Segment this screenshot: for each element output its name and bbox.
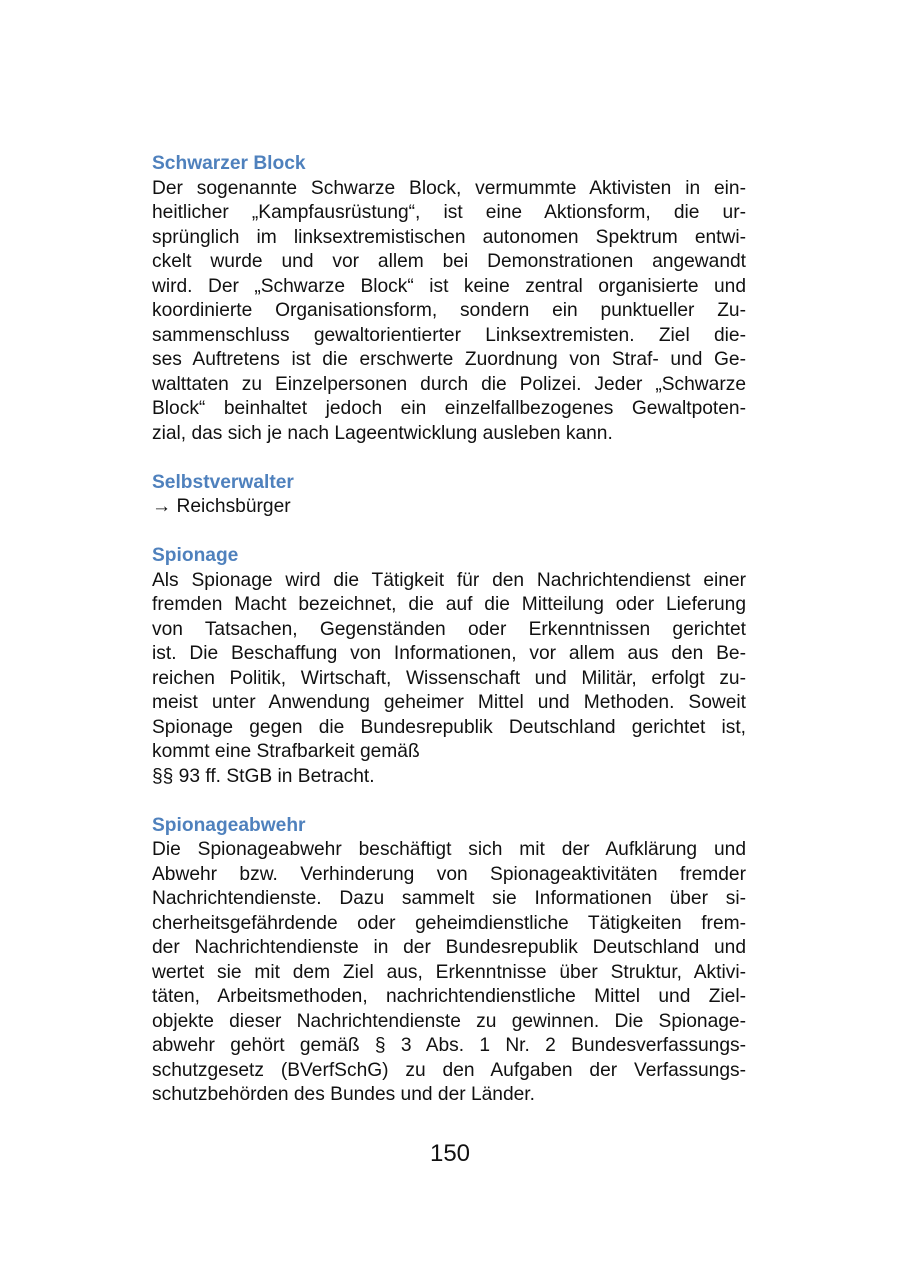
text-line: ist. Die Beschaffung von Informationen, vor allem aus den Be- bbox=[152, 643, 746, 664]
text-line: Block“ beinhaltet jedoch ein einzelfallbezogenes Gewaltpoten- bbox=[152, 398, 746, 419]
text-line: Spionage gegen die Bundesrepublik Deutschland gerichtet ist, bbox=[152, 716, 746, 738]
text-line: koordinierte Organisationsform, sondern ein punktueller Zu- bbox=[152, 300, 746, 321]
text-line: Nachrichtendienste. Dazu sammelt sie Informationen über si- bbox=[152, 888, 746, 909]
text-line: wird. Der „Schwarze Block“ ist keine zentral organisierte und bbox=[152, 275, 746, 297]
text-line: Der sogenannte Schwarze Block, vermummte Aktivisten in ein- bbox=[152, 177, 746, 199]
entry-heading: Schwarzer Block bbox=[152, 153, 306, 174]
text-line: meist unter Anwendung geheimer Mittel und Methoden. Soweit bbox=[152, 692, 746, 713]
entry-heading: Spionage bbox=[152, 545, 239, 566]
text-line: wertet sie mit dem Ziel aus, Erkenntnisse über Struktur, Aktivi- bbox=[152, 961, 746, 983]
text-line: Als Spionage wird die Tätigkeit für den Nachrichtendienst einer bbox=[152, 569, 746, 591]
text-line: sammenschluss gewaltorientierter Linksextremisten. Ziel die- bbox=[152, 324, 746, 346]
text-line: sprünglich im linksextremistischen autonomen Spektrum entwi- bbox=[152, 226, 746, 248]
text-line: cherheitsgefährdende oder geheimdienstliche Tätigkeiten frem- bbox=[152, 912, 746, 934]
text-line: von Tatsachen, Gegenständen oder Erkenntnissen gerichtet bbox=[152, 618, 746, 640]
text-line: täten, Arbeitsmethoden, nachrichtendienstliche Mittel und Ziel- bbox=[152, 986, 746, 1007]
text-line: fremden Macht bezeichnet, die auf die Mitteilung oder Lieferung bbox=[152, 594, 746, 615]
text-line: zial, das sich je nach Lageentwicklung ausleben kann. bbox=[152, 422, 613, 444]
text-line: reichen Politik, Wirtschaft, Wissenschaft und Militär, erfolgt zu- bbox=[152, 667, 746, 689]
text-line: §§ 93 ff. StGB in Betracht. bbox=[152, 765, 375, 787]
glossary-entry bbox=[152, 152, 746, 446]
text-line: objekte dieser Nachrichtendienste zu gewinnen. Die Spionage- bbox=[152, 1010, 746, 1032]
page-number: 150 bbox=[429, 1140, 471, 1167]
text-line: der Nachrichtendienste in der Bundesrepublik Deutschland und bbox=[152, 937, 746, 958]
glossary-entry bbox=[152, 814, 746, 1108]
text-line: heitlicher „Kampfausrüstung“, ist eine Aktionsform, die ur- bbox=[152, 202, 746, 223]
text-line: Die Spionageabwehr beschäftigt sich mit der Aufklärung und bbox=[152, 839, 746, 860]
text-line: kommt eine Strafbarkeit gemäß bbox=[152, 741, 420, 762]
text-line: Abwehr bzw. Verhinderung von Spionageaktivitäten fremder bbox=[152, 863, 746, 885]
text-line: abwehr gehört gemäß § 3 Abs. 1 Nr. 2 Bundesverfassungs- bbox=[152, 1035, 746, 1056]
text-line: schutzgesetz (BVerfSchG) zu den Aufgaben der Verfassungs- bbox=[152, 1059, 746, 1081]
text-line: walttaten zu Einzelpersonen durch die Polizei. Jeder „Schwarze bbox=[152, 373, 746, 395]
text-line: ses Auftretens ist die erschwerte Zuordnung von Straf- und Ge- bbox=[152, 349, 746, 370]
document-body bbox=[152, 152, 746, 1132]
text-line: ckelt wurde und vor allem bei Demonstrationen angewandt bbox=[152, 251, 746, 272]
glossary-entry bbox=[152, 471, 746, 520]
glossary-entry bbox=[152, 544, 746, 789]
entry-heading: Spionageabwehr bbox=[152, 814, 306, 836]
text-line: → Reichsbürger bbox=[152, 496, 291, 517]
text-line: schutzbehörden des Bundes und der Länder. bbox=[152, 1084, 535, 1105]
entry-heading: Selbstverwalter bbox=[152, 471, 294, 493]
